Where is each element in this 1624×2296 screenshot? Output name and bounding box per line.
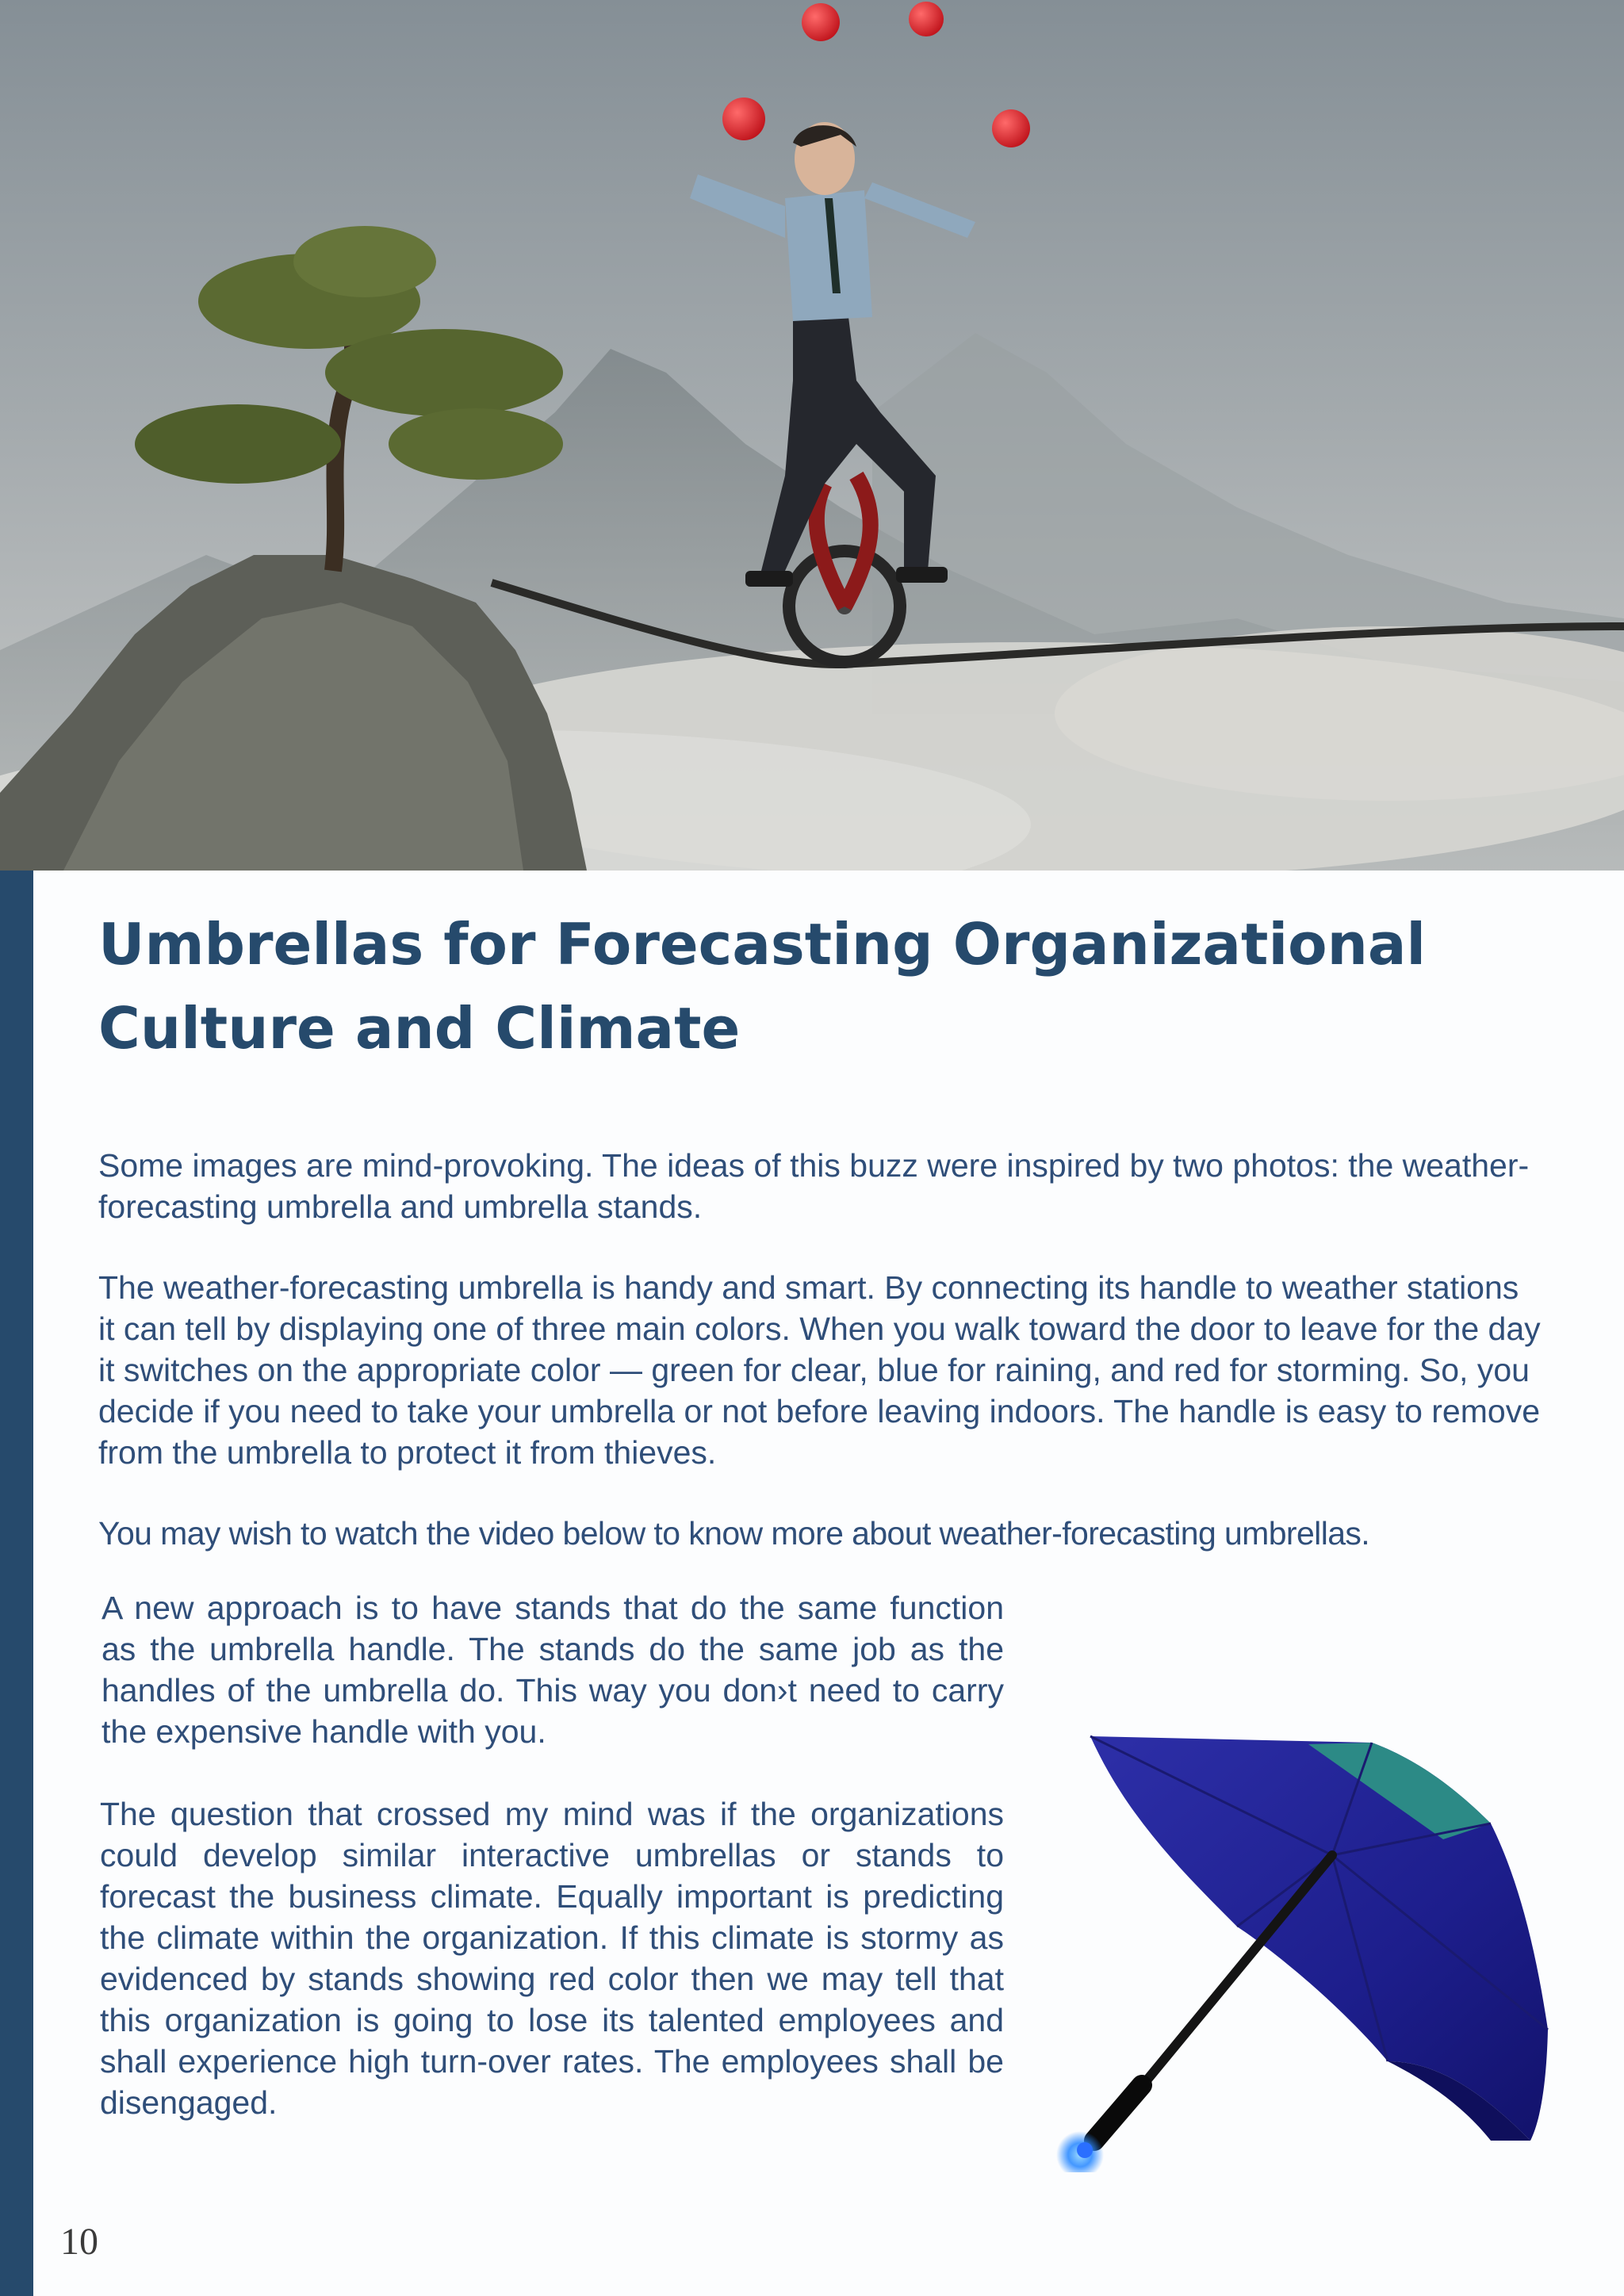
left-accent-bar bbox=[0, 871, 33, 2296]
article-title: Umbrellas for Forecasting Organizational Culture and Climate bbox=[98, 911, 1427, 1062]
paragraph-video-note: You may wish to watch the video below to know more about weather-forecasting umbrellas. bbox=[98, 1515, 1370, 1552]
paragraph-stands: A new approach is to have stands that do the same function as the umbrella handle. The stands do the same job as the handles of the umbrella do. This way you don›t need to carry the expensive handle with you. bbox=[102, 1590, 1004, 1750]
hero-image bbox=[0, 0, 1624, 871]
umbrella-image bbox=[1047, 1728, 1554, 2172]
paragraph-question: The question that crossed my mind was if the organizations could develop similar interactive umbrellas or stands to forecast the business climate. Equally important is predicting the climate within the organization. If this climate is stormy as evidenced by stands showing red color then we may tell that this organization is going to lose its talented employees and shall experience high turn-over rates. The employees shall be disengaged. bbox=[100, 1796, 1004, 2121]
paragraph-intro: Some images are mind-provoking. The ideas of this buzz were inspired by two photos: the weather-forecasting umbrella and umbrella stands. bbox=[98, 1147, 1530, 1225]
page-number: 10 bbox=[60, 2221, 98, 2263]
paragraph-umbrella-description: The weather-forecasting umbrella is handy and smart. By connecting its handle to weather stations it can tell by displaying one of three main colors. When you walk toward the door to leave for the day it switches on the appropriate color — green for clear, blue for raining, and red for storming. So, you decide if you need to take your umbrella or not before leaving indoors. The handle is easy to remove from the umbrella to protect it from thieves. bbox=[98, 1269, 1541, 1471]
